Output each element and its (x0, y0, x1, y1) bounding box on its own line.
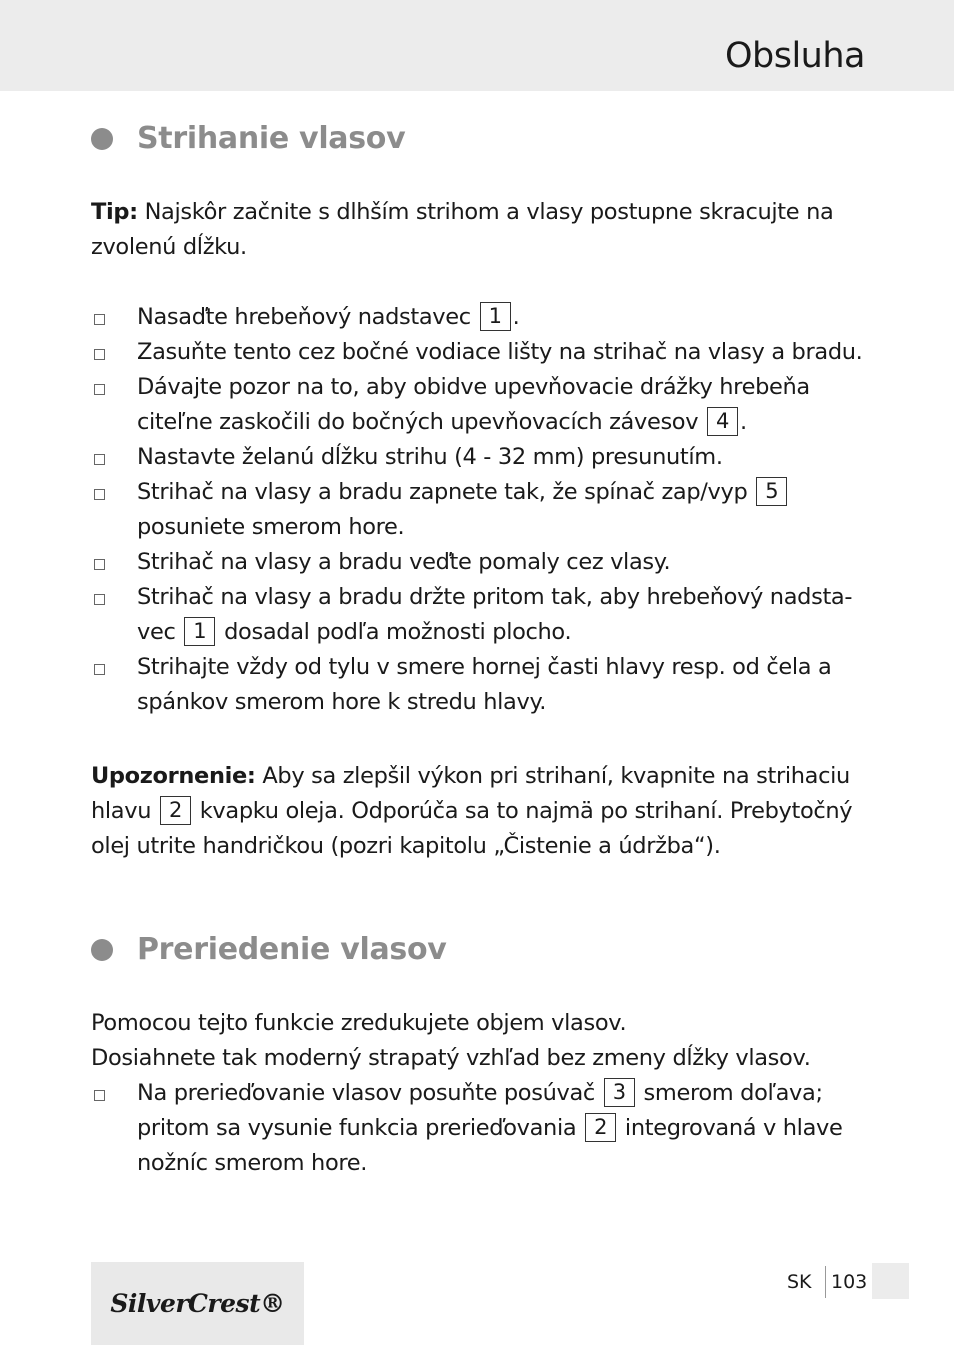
section-title: Preriedenie vlasov (137, 932, 447, 967)
list-item (91, 650, 881, 720)
intro-line: Dosiahnete tak moderný strapatý vzhľad bez zmeny dĺžky vlasov. (91, 1045, 811, 1071)
checkbox-bullet-icon (94, 349, 105, 360)
list-item (91, 580, 881, 650)
section-heading-cutting (91, 121, 405, 156)
section-title: Strihanie vlasov (137, 121, 406, 156)
reference-number: 3 (604, 1078, 635, 1107)
item-text: Strihajte vždy od tylu v smere hornej časti hlavy resp. od čela a spánkov smerom hore k stredu hlavy. (137, 654, 832, 715)
note-text: Aby sa zlepšil výkon pri strihaní, kvapnite na strihaciu hlavu (91, 763, 850, 824)
checkbox-bullet-icon (94, 454, 105, 465)
checkbox-bullet-icon (94, 489, 105, 500)
item-text: Na prerieďovanie vlasov posuňte posúvač (137, 1080, 602, 1106)
item-text: . (740, 409, 747, 435)
item-text: integrovaná v hlave nožníc smerom hore. (137, 1115, 843, 1176)
intro-line: Pomocou tejto funkcie zredukujete objem vlasov. (91, 1010, 627, 1036)
item-text: Strihač na vlasy a bradu držte pritom tak, aby hrebeňový nadstavec (137, 584, 853, 645)
reference-number: 2 (160, 796, 191, 825)
section-bullet-icon (91, 939, 113, 961)
item-text: smerom doľava; pritom sa vysunie funkcia prerieďovania (137, 1080, 823, 1141)
brand-logo (91, 1262, 304, 1345)
checkbox-bullet-icon (94, 1090, 105, 1101)
list-item (91, 475, 881, 545)
reference-number: 2 (585, 1113, 616, 1142)
note-label: Upozornenie: (91, 763, 256, 789)
checkbox-bullet-icon (94, 384, 105, 395)
instruction-list (91, 300, 881, 720)
reference-number: 4 (707, 407, 738, 436)
section-bullet-icon (91, 128, 113, 150)
tip-text: Najskôr začnite s dlhším strihom a vlasy postupne skracujte na zvolenú dĺžku. (91, 199, 834, 260)
list-item (91, 440, 881, 475)
reference-number: 5 (756, 477, 787, 506)
language-code: SK (787, 1271, 812, 1293)
page-number: 103 (831, 1271, 868, 1293)
item-text: Zasuňte tento cez bočné vodiace lišty na strihač na vlasy a bradu. (137, 339, 863, 365)
item-text: Nasaďte hrebeňový nadstavec (137, 304, 478, 330)
note-text: kvapku oleja. Odporúča sa to najmä po strihaní. Prebytočný olej utrite handričkou (pozri kapitolu „Čistenie a údržba“). (91, 798, 853, 859)
footer-tab-block (872, 1263, 909, 1299)
checkbox-bullet-icon (94, 314, 105, 325)
section-heading-thinning (91, 932, 447, 967)
brand-logo-text: SilverCrest® (110, 1289, 285, 1318)
reference-number: 1 (184, 617, 215, 646)
list-item (91, 300, 881, 335)
checkbox-bullet-icon (94, 594, 105, 605)
item-text: Nastavte želanú dĺžku strihu (4 - 32 mm) presunutím. (137, 444, 723, 470)
list-item (91, 335, 881, 370)
reference-number: 1 (480, 302, 511, 331)
tip-label: Tip: (91, 199, 138, 225)
item-text: Strihač na vlasy a bradu veďte pomaly cez vlasy. (137, 549, 671, 575)
list-item (91, 370, 881, 440)
item-text: posuniete smerom hore. (137, 514, 405, 540)
checkbox-bullet-icon (94, 664, 105, 675)
item-text: dosadal podľa možnosti plocho. (217, 619, 572, 645)
note-paragraph (91, 759, 881, 864)
footer-divider (825, 1266, 826, 1298)
intro-paragraph (91, 1006, 881, 1076)
page-title: Obsluha (724, 36, 865, 76)
checkbox-bullet-icon (94, 559, 105, 570)
list-item (91, 1076, 881, 1181)
tip-paragraph (91, 195, 881, 265)
item-text: Dávajte pozor na to, aby obidve upevňovacie drážky hrebeňa citeľne zaskočili do bočných upevňovacích závesov (137, 374, 810, 435)
list-item (91, 545, 881, 580)
item-text: . (512, 304, 520, 330)
item-text: Strihač na vlasy a bradu zapnete tak, že spínač zap/vyp (137, 479, 755, 505)
thinning-list (91, 1076, 881, 1181)
